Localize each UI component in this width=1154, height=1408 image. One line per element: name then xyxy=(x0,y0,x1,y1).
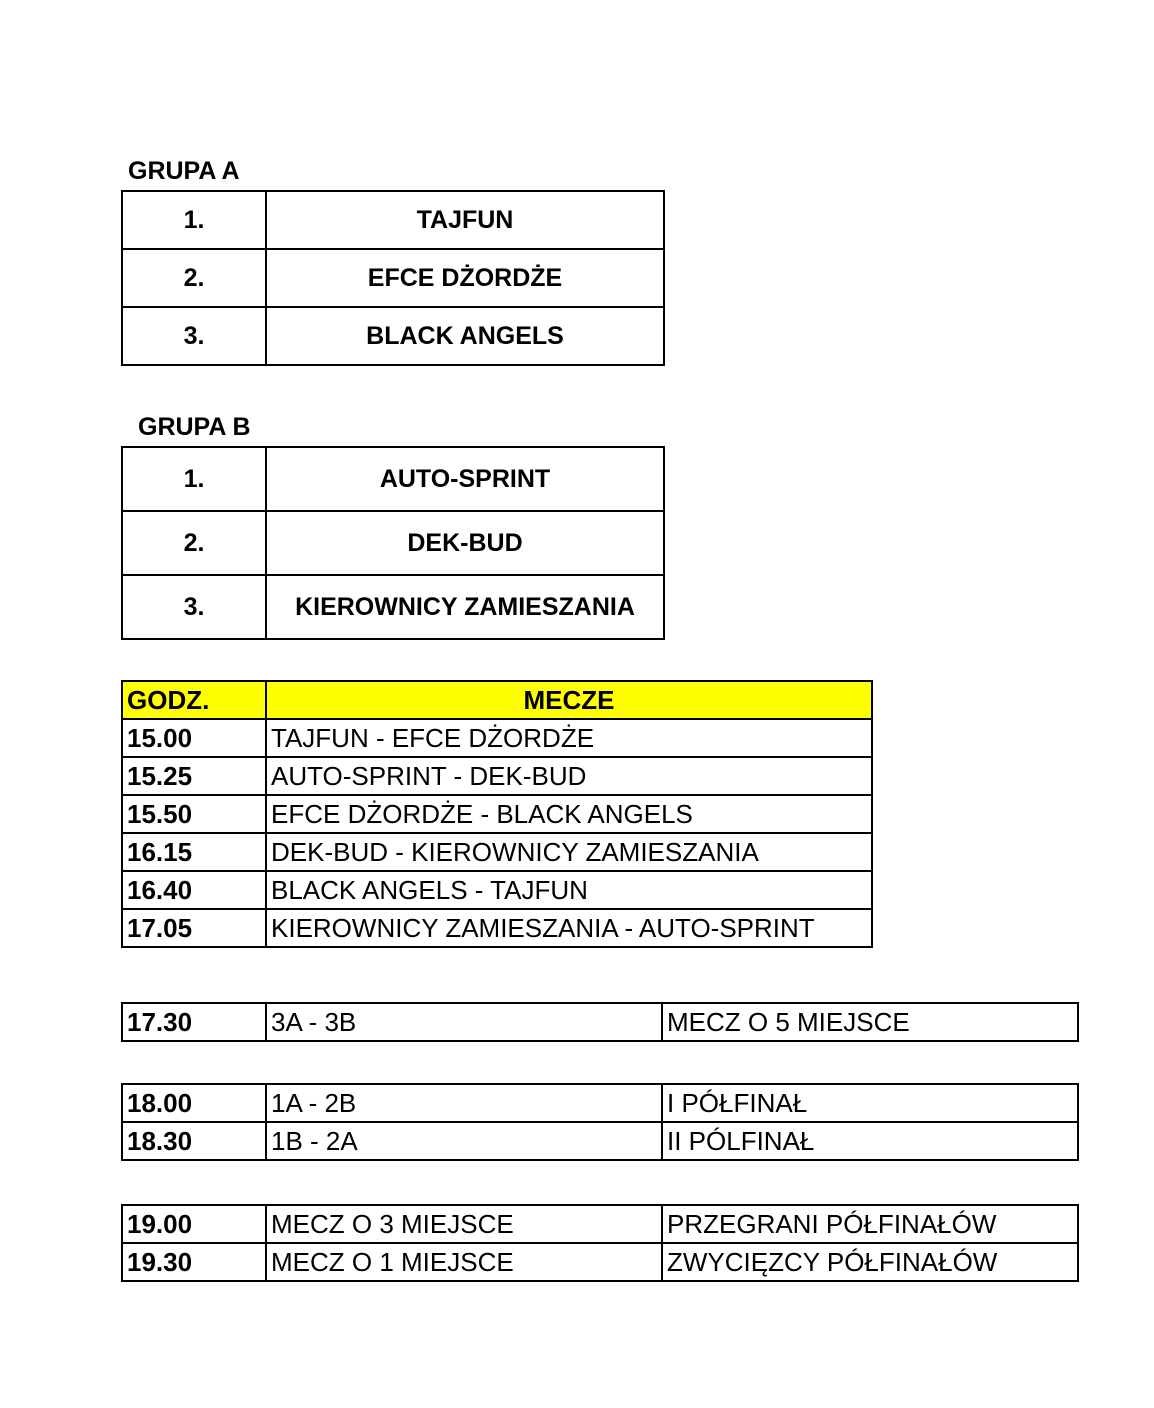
table-row xyxy=(122,1205,1078,1243)
group-b-team-1: AUTO-SPRINT xyxy=(266,447,664,511)
schedule-table xyxy=(121,680,873,948)
match-time: 17.05 xyxy=(122,909,266,947)
match-teams: 1A - 2B xyxy=(266,1084,662,1122)
match-time: 15.50 xyxy=(122,795,266,833)
table-row xyxy=(122,795,872,833)
table-row xyxy=(122,511,664,575)
table-row xyxy=(122,833,872,871)
match-teams: AUTO-SPRINT - DEK-BUD xyxy=(266,757,872,795)
match-note: PRZEGRANI PÓŁFINAŁÓW xyxy=(662,1205,1078,1243)
table-row xyxy=(122,871,872,909)
table-row xyxy=(122,1084,1078,1122)
match-time: 16.40 xyxy=(122,871,266,909)
match-time: 16.15 xyxy=(122,833,266,871)
match-note: II PÓLFINAŁ xyxy=(662,1122,1078,1160)
table-row xyxy=(122,447,664,511)
match-time: 15.25 xyxy=(122,757,266,795)
match-note: ZWYCIĘZCY PÓŁFINAŁÓW xyxy=(662,1243,1078,1281)
table-row xyxy=(122,1122,1078,1160)
match-teams: 1B - 2A xyxy=(266,1122,662,1160)
group-a-team-2: EFCE DŻORDŻE xyxy=(266,249,664,307)
group-a-team-3: BLACK ANGELS xyxy=(266,307,664,365)
schedule-header xyxy=(122,681,872,719)
table-row xyxy=(122,719,872,757)
matches-column-header: MECZE xyxy=(266,681,872,719)
fifth-place-table xyxy=(121,1002,1079,1042)
table-row xyxy=(122,191,664,249)
time-column-header: GODZ. xyxy=(122,681,266,719)
match-teams: DEK-BUD - KIEROWNICY ZAMIESZANIA xyxy=(266,833,872,871)
match-time: 18.00 xyxy=(122,1084,266,1122)
table-row xyxy=(122,757,872,795)
group-b-team-2: DEK-BUD xyxy=(266,511,664,575)
table-row xyxy=(122,307,664,365)
match-time: 19.00 xyxy=(122,1205,266,1243)
table-row xyxy=(122,909,872,947)
group-a-title: GRUPA A xyxy=(128,157,240,185)
match-time: 17.30 xyxy=(122,1003,266,1041)
match-time: 15.00 xyxy=(122,719,266,757)
table-row xyxy=(122,1003,1078,1041)
group-b-table xyxy=(121,446,665,640)
table-row xyxy=(122,1243,1078,1281)
group-b-pos-2: 2. xyxy=(122,511,266,575)
table-row xyxy=(122,575,664,639)
match-note: MECZ O 5 MIEJSCE xyxy=(662,1003,1078,1041)
match-teams: KIEROWNICY ZAMIESZANIA - AUTO-SPRINT xyxy=(266,909,872,947)
match-time: 18.30 xyxy=(122,1122,266,1160)
group-a-table xyxy=(121,190,665,366)
group-b-title: GRUPA B xyxy=(138,413,251,441)
match-teams: EFCE DŻORDŻE - BLACK ANGELS xyxy=(266,795,872,833)
match-teams: TAJFUN - EFCE DŻORDŻE xyxy=(266,719,872,757)
table-row xyxy=(122,249,664,307)
group-a-team-1: TAJFUN xyxy=(266,191,664,249)
group-b-pos-1: 1. xyxy=(122,447,266,511)
match-teams: MECZ O 3 MIEJSCE xyxy=(266,1205,662,1243)
semifinals-table xyxy=(121,1083,1079,1161)
match-teams: BLACK ANGELS - TAJFUN xyxy=(266,871,872,909)
group-a-pos-2: 2. xyxy=(122,249,266,307)
match-teams: MECZ O 1 MIEJSCE xyxy=(266,1243,662,1281)
group-b-pos-3: 3. xyxy=(122,575,266,639)
group-a-pos-1: 1. xyxy=(122,191,266,249)
match-teams: 3A - 3B xyxy=(266,1003,662,1041)
match-time: 19.30 xyxy=(122,1243,266,1281)
finals-table xyxy=(121,1204,1079,1282)
group-a-pos-3: 3. xyxy=(122,307,266,365)
match-note: I PÓŁFINAŁ xyxy=(662,1084,1078,1122)
group-b-team-3: KIEROWNICY ZAMIESZANIA xyxy=(266,575,664,639)
